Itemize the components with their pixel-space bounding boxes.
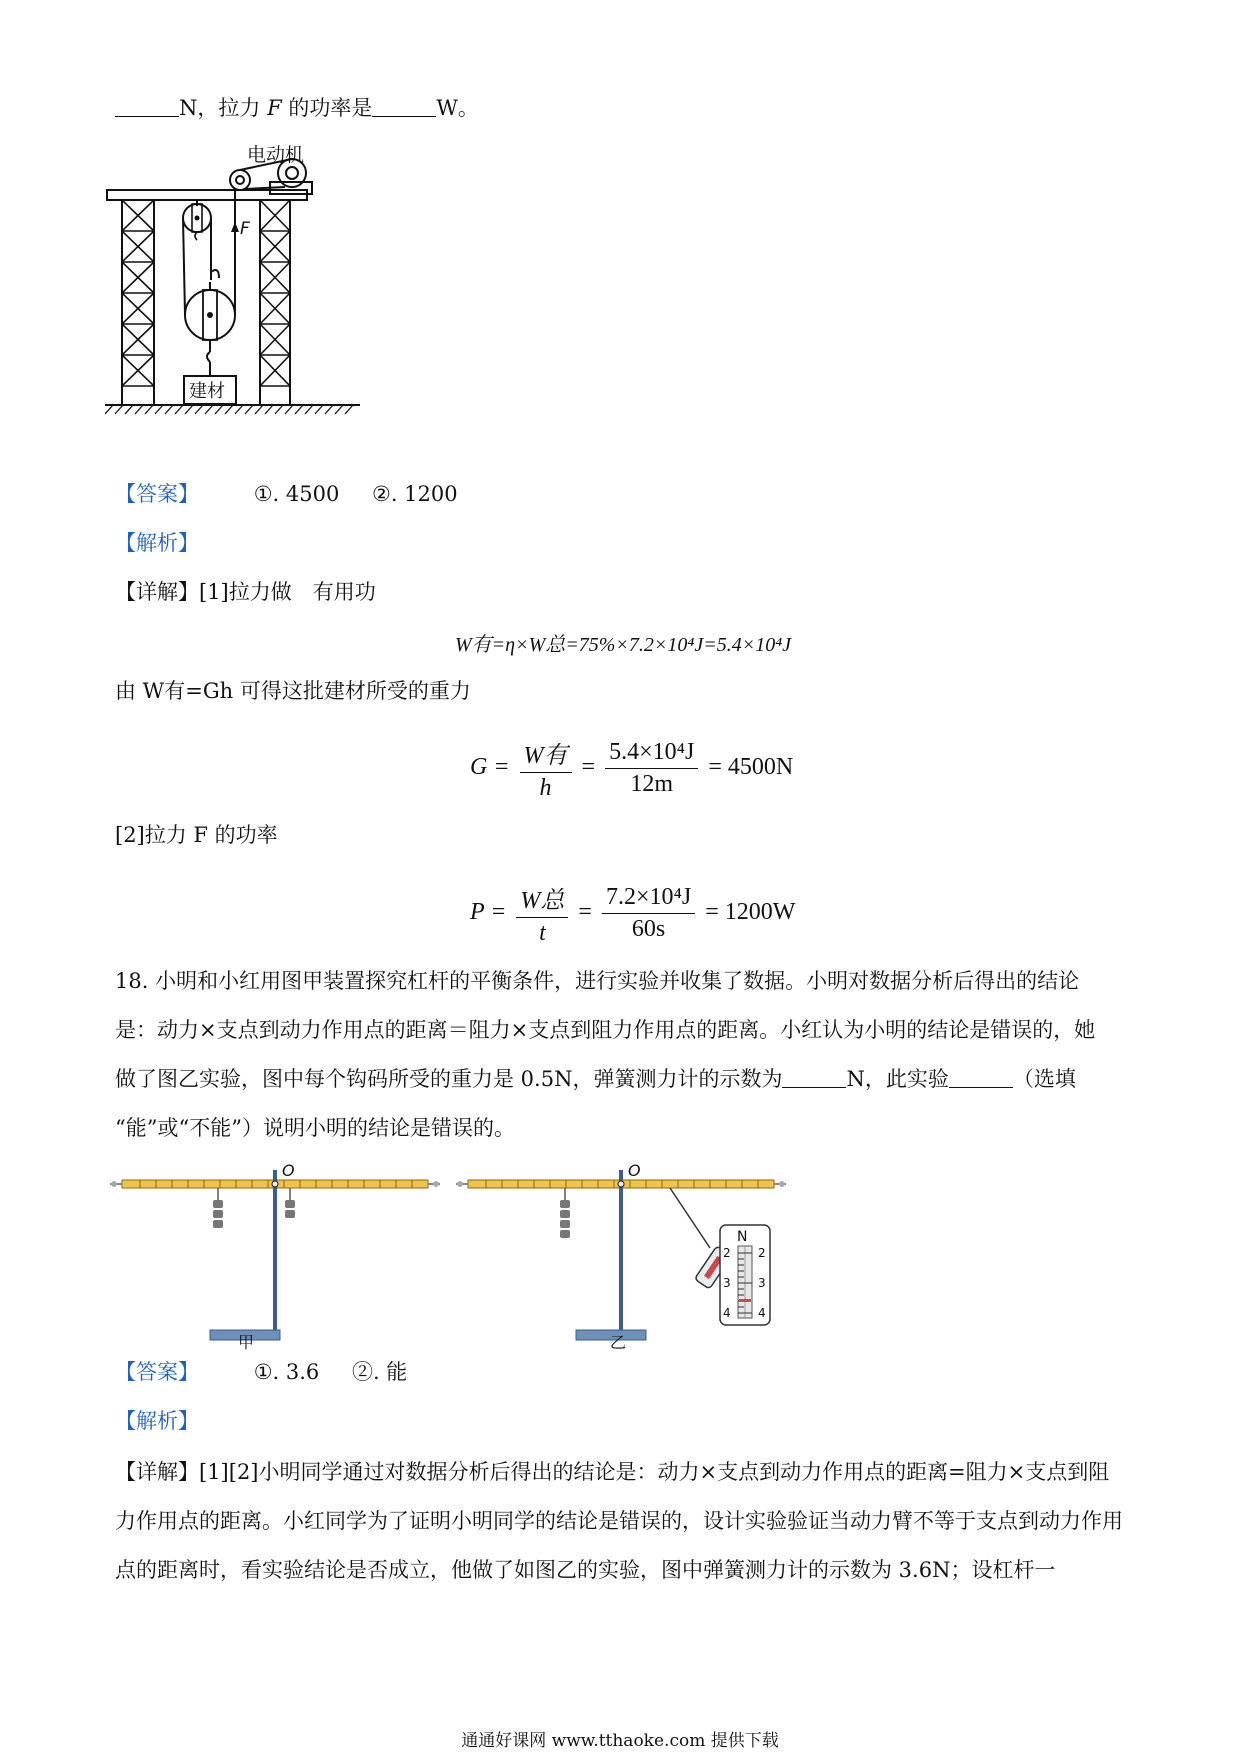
gauge-unit: N xyxy=(737,1229,748,1245)
q17-detail-2-line xyxy=(115,820,278,850)
caption-a: 甲 xyxy=(238,1333,255,1350)
q18-line-2: 是：动力×支点到动力作用点的距离＝阻力×支点到阻力作用点的距离。小红认为小明的结论是错误的，她 xyxy=(115,1018,1096,1042)
gauge-tick-left: 4 xyxy=(723,1306,731,1320)
gauge-tick-right: 4 xyxy=(758,1306,766,1320)
motor-label: 电动机 xyxy=(247,144,305,166)
material-label: 建材 xyxy=(189,381,225,402)
eq2-rhs: = 4500N xyxy=(708,754,794,781)
gauge-tick-right: 2 xyxy=(758,1246,766,1260)
analysis-tag: 【解析】 xyxy=(115,1409,199,1433)
lever-figure-a xyxy=(110,1161,440,1350)
equation-power: P = $\frac{\text{W总}}{t}$ = $\frac{\text{7.2×10⁴J}}{60s}$ = 1200W xyxy=(470,880,795,947)
q18-line-4: “能”或“不能”）说明小明的结论是错误的。 xyxy=(115,1116,515,1140)
q17-answer-line xyxy=(115,479,458,509)
force-label: F xyxy=(240,219,250,239)
answer-2: ②. 能 xyxy=(351,1360,408,1384)
detail-tag: 【详解】 xyxy=(115,580,199,604)
eq3-fraction-1: $\frac{\text{W总}}{t}$ xyxy=(516,880,568,947)
q17-text-a: N，拉力 xyxy=(179,96,261,120)
answer-tag: 【答案】 xyxy=(115,482,199,506)
gauge-tick-left: 3 xyxy=(723,1276,731,1290)
gauge-tick-right: 3 xyxy=(758,1276,766,1290)
q17-text-c: W。 xyxy=(436,96,479,120)
q18-detail-paragraph xyxy=(115,1448,1125,1595)
q17-from-line xyxy=(115,676,471,706)
detail-text: [1][2]小明同学通过对数据分析后得出的结论是：动力×支点到动力作用点的距离=阻力×支点到阻力作用点的距离。小红同学为了证明小明同学的结论是错误的，设计实验验证当动力臂不等于支点到动力作用点的距离时，看实验结论是否成立，他做了如图乙的实验，图中弹簧测力计的示数为 3.6N；设杠杆一 xyxy=(115,1460,1123,1582)
pivot-label-b: O xyxy=(628,1161,641,1180)
q17-detail-line xyxy=(115,577,376,607)
crane-pulley-figure xyxy=(105,140,375,470)
lever-figures xyxy=(110,1160,800,1350)
q17-tail-line xyxy=(115,93,479,123)
eq3-rhs: = 1200W xyxy=(705,899,796,926)
pivot-label-a: O xyxy=(282,1161,295,1180)
gauge-tick-left: 2 xyxy=(723,1246,731,1260)
q17-analysis-line xyxy=(115,528,199,558)
q17-var-f: F xyxy=(267,96,282,120)
analysis-tag: 【解析】 xyxy=(115,531,199,555)
answer-1: ①. 3.6 xyxy=(253,1360,320,1384)
answer-tag: 【答案】 xyxy=(115,1360,199,1384)
eq2-fraction-2: $\frac{\text{5.4×10⁴J}}{12m}$ xyxy=(605,739,698,798)
caption-b: 乙 xyxy=(610,1333,627,1350)
detail-text-1: [1]拉力做 有用功 xyxy=(199,580,376,604)
q18-line-1: 18. 小明和小红用图甲装置探究杠杆的平衡条件，进行实验并收集了数据。小明对数据分析后得出的结论 xyxy=(115,969,1080,993)
detail-tag: 【详解】 xyxy=(115,1460,199,1484)
page-footer: 通通好课网 www.tthaoke.com 提供下载 xyxy=(461,1731,779,1751)
q17-text-b: 的功率是 xyxy=(288,96,373,120)
answer-2: ②. 1200 xyxy=(372,482,458,506)
eq3-fraction-2: $\frac{\text{7.2×10⁴J}}{60s}$ xyxy=(602,884,695,943)
answer-blank xyxy=(949,1067,1013,1088)
answer-blank xyxy=(372,96,436,117)
equation-useful-work: W有=η×W总=75%×7.2×10⁴J=5.4×10⁴J xyxy=(455,634,792,656)
q18-line-3: 做了图乙实验，图中每个钩码所受的重力是 0.5N，弹簧测力计的示数为 N，此实验 （选填 xyxy=(115,1067,1076,1091)
eq2-fraction-1: $\frac{\text{W有}}{h}$ xyxy=(520,735,572,802)
eq3-lhs: P = xyxy=(470,899,507,926)
answer-1: ①. 4500 xyxy=(253,482,340,506)
lever-figure-b xyxy=(456,1161,786,1350)
q18-answer-line xyxy=(115,1357,407,1387)
answer-blank xyxy=(115,96,179,117)
eq2-lhs: G = xyxy=(470,754,510,781)
answer-blank xyxy=(782,1067,846,1088)
q18-analysis-line xyxy=(115,1406,199,1436)
from-text: 由 W有=Gh 可得这批建材所受的重力 xyxy=(115,679,471,703)
detail-text-2: [2]拉力 F 的功率 xyxy=(115,823,278,847)
equation-gravity: G = $\frac{\text{W有}}{h}$ = $\frac{\text{5.4×10⁴J}}{12m}$ = 4500N xyxy=(470,735,793,802)
